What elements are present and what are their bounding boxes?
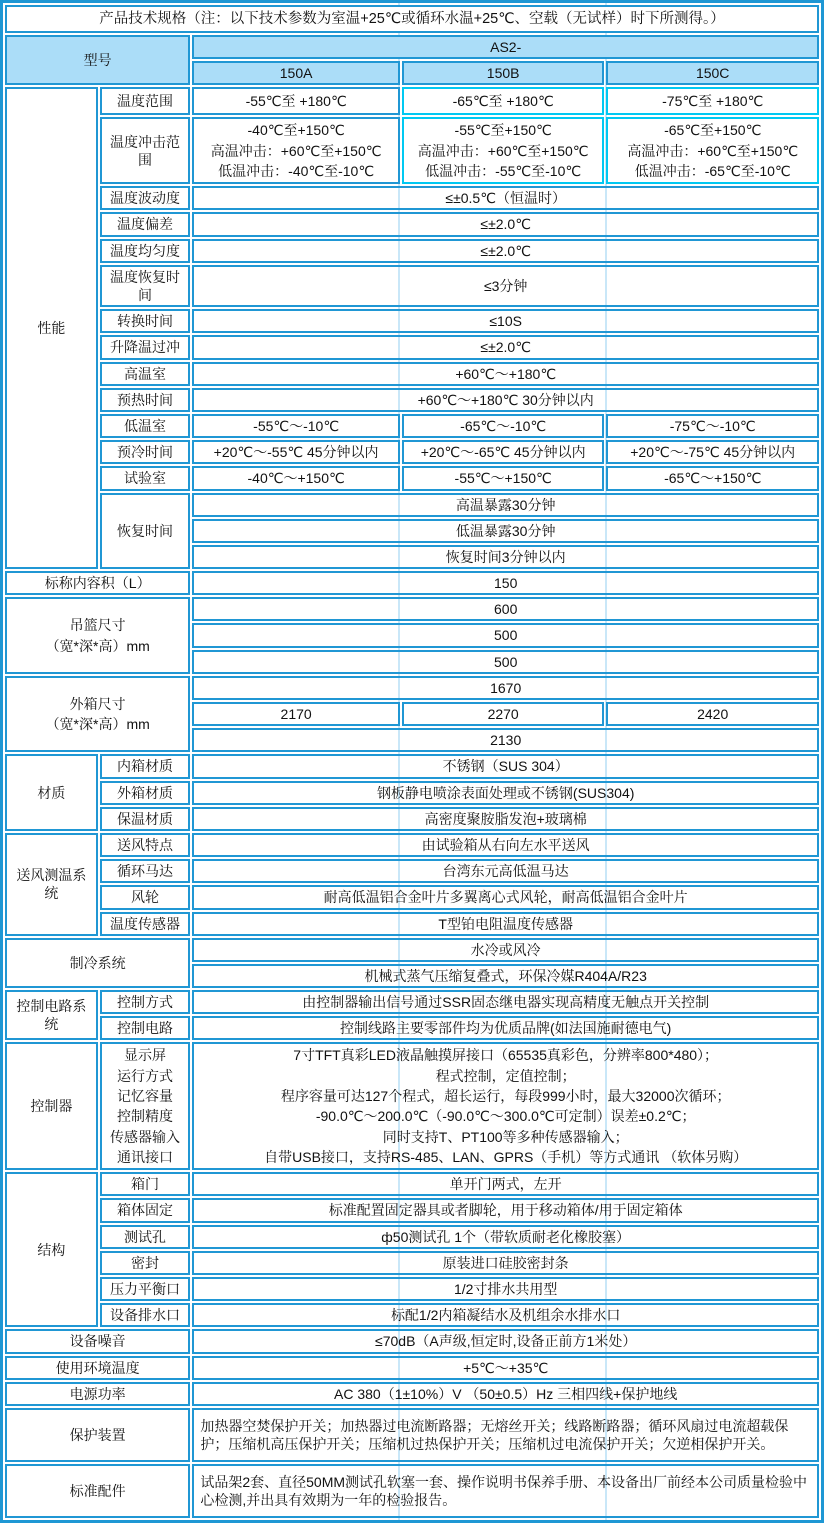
row-label: 使用环境温度 [5, 1356, 190, 1380]
row-label: 保温材质 [100, 807, 191, 831]
row-value: ≤70dB（A声级,恒定时,设备正前方1米处） [192, 1329, 819, 1353]
row-value: 1/2寸排水共用型 [192, 1277, 819, 1301]
row-volume [5, 571, 819, 595]
row-label: 测试孔 [100, 1225, 191, 1249]
row-label: 设备噪音 [5, 1329, 190, 1353]
row-noise [5, 1329, 819, 1353]
row-value: +60℃～+180℃ [192, 362, 819, 386]
row-hot-chamber [5, 362, 819, 386]
cell-150c: -75℃至 +180℃ [606, 87, 819, 115]
row-accessories [5, 1464, 819, 1518]
row-label: 吊篮尺寸 （宽*深*高）mm [5, 597, 190, 674]
row-label: 设备排水口 [100, 1303, 191, 1327]
row-value: +5℃～+35℃ [192, 1356, 819, 1380]
row-label: 温度范围 [100, 87, 191, 115]
row-test-hole [5, 1225, 819, 1249]
row-cabinet-1 [5, 676, 819, 700]
row-value: T型铂电阻温度传感器 [192, 912, 819, 936]
row-material-insulation [5, 807, 819, 831]
row-label: 温度传感器 [100, 912, 191, 936]
row-label: 温度冲击范围 [100, 117, 191, 184]
row-label: 密封 [100, 1251, 191, 1275]
model-150c: 150C [606, 61, 819, 85]
row-value: ≤±0.5℃（恒温时） [192, 186, 819, 210]
cell-150a: -55℃至 +180℃ [192, 87, 400, 115]
row-value: 高密度聚胺脂发泡+玻璃棉 [192, 807, 819, 831]
row-value: 高温暴露30分钟 [192, 493, 819, 517]
row-value: 控制线路主要零部件均为优质品牌(如法国施耐德电气) [192, 1016, 819, 1040]
row-value: 恢复时间3分钟以内 [192, 545, 819, 569]
cell-150a: 2170 [192, 702, 400, 726]
model-label: 型号 [5, 35, 190, 85]
row-label: 标称内容积（L） [5, 571, 190, 595]
series-row [5, 35, 819, 59]
category-circuit: 控制电路系统 [5, 990, 98, 1040]
row-label: 低温室 [100, 414, 191, 438]
row-controller [5, 1042, 819, 1170]
row-label: 压力平衡口 [100, 1277, 191, 1301]
category-cooling: 制冷系统 [5, 938, 190, 988]
page-title: 产品技术规格（注：以下技术参数为室温+25℃或循环水温+25℃、空载（无试样）时下所测得。） [5, 5, 819, 33]
row-value: 台湾东元高低温马达 [192, 859, 819, 883]
cell-150b: 2270 [402, 702, 605, 726]
row-label: 恢复时间 [100, 493, 191, 570]
row-value: ≤±2.0℃ [192, 212, 819, 236]
row-value: 600 [192, 597, 819, 621]
row-label: 保护装置 [5, 1408, 190, 1462]
row-label: 风轮 [100, 885, 191, 909]
row-fixing [5, 1198, 819, 1222]
row-control-mode [5, 990, 819, 1014]
cell-150b: -55℃至+150℃ 高温冲击：+60℃至+150℃ 低温冲击：-55℃至-10℃ [402, 117, 605, 184]
row-ambient [5, 1356, 819, 1380]
category-air-system: 送风测温系统 [5, 833, 98, 936]
row-air-feature [5, 833, 819, 857]
row-value: AC 380（1±10%）V （50±0.5）Hz 三相四线+保护地线 [192, 1382, 819, 1406]
row-value: 原装进口硅胶密封条 [192, 1251, 819, 1275]
row-air-fan [5, 885, 819, 909]
row-cooling-1 [5, 938, 819, 962]
row-label: 控制方式 [100, 990, 191, 1014]
row-fluctuation [5, 186, 819, 210]
row-value: ф50测试孔 1个（带软质耐老化橡胶塞） [192, 1225, 819, 1249]
cell-150c: 2420 [606, 702, 819, 726]
row-value: 标准配置固定器具或者脚轮，用于移动箱体/用于固定箱体 [192, 1198, 819, 1222]
row-label: 高温室 [100, 362, 191, 386]
cell-150b: +20℃～-65℃ 45分钟以内 [402, 440, 605, 464]
category-controller: 控制器 [5, 1042, 98, 1170]
category-structure: 结构 [5, 1172, 98, 1327]
row-control-circuit [5, 1016, 819, 1040]
row-transfer-time [5, 309, 819, 333]
row-test-chamber [5, 466, 819, 490]
row-value: 由控制器输出信号通过SSR固态继电器实现高精度无触点开关控制 [192, 990, 819, 1014]
model-150a: 150A [192, 61, 400, 85]
row-value: 1670 [192, 676, 819, 700]
row-basket-1 [5, 597, 819, 621]
row-label: 预冷时间 [100, 440, 191, 464]
row-protection [5, 1408, 819, 1462]
controller-details: 7寸TFT真彩LED液晶触摸屏接口（65535真彩色，分辨率800*480）； 程式控制，定值控制； 程序容量可达127个程式，超长运行，每段999小时，最大32000次循环； -90.0℃～200.0℃（-90.0℃～300.0℃可定制）误差±0.2℃； 同时支持T、PT100等多种传感器输入； 自带USB接口，支持RS-485、LAN、GPRS（手机）等方式通讯 （软体另购） [192, 1042, 819, 1170]
row-air-motor [5, 859, 819, 883]
row-power [5, 1382, 819, 1406]
row-label: 温度偏差 [100, 212, 191, 236]
cell-150b: -65℃至 +180℃ [402, 87, 605, 115]
category-material: 材质 [5, 754, 98, 831]
row-pressure-port [5, 1277, 819, 1301]
cell-150b: -55℃～+150℃ [402, 466, 605, 490]
cell-150c: +20℃～-75℃ 45分钟以内 [606, 440, 819, 464]
row-label: 电源功率 [5, 1382, 190, 1406]
controller-labels: 显示屏 运行方式 记忆容量 控制精度 传感器输入 通讯接口 [100, 1042, 191, 1170]
row-label: 标准配件 [5, 1464, 190, 1518]
row-value: 低温暴露30分钟 [192, 519, 819, 543]
row-label: 箱体固定 [100, 1198, 191, 1222]
row-precool [5, 440, 819, 464]
row-label: 温度波动度 [100, 186, 191, 210]
row-value: 钢板静电喷涂表面处理或不锈钢(SUS304) [192, 781, 819, 805]
row-value: 单开门两式，左开 [192, 1172, 819, 1196]
row-value: 由试验箱从右向左水平送风 [192, 833, 819, 857]
row-label: 转换时间 [100, 309, 191, 333]
row-shock-range [5, 117, 819, 184]
title-row [5, 5, 819, 33]
row-value: ≤10S [192, 309, 819, 333]
row-label: 温度均匀度 [100, 239, 191, 263]
row-label: 内箱材质 [100, 754, 191, 778]
row-value: 机械式蒸气压缩复叠式，环保冷媒R404A/R23 [192, 964, 819, 988]
row-value: ≤±2.0℃ [192, 335, 819, 359]
row-value: 500 [192, 650, 819, 674]
row-value: 耐高低温铝合金叶片多翼离心式风轮，耐高低温铝合金叶片 [192, 885, 819, 909]
row-door [5, 1172, 819, 1196]
row-overshoot [5, 335, 819, 359]
row-label: 外箱材质 [100, 781, 191, 805]
category-performance: 性能 [5, 87, 98, 569]
row-value: 水冷或风冷 [192, 938, 819, 962]
row-label: 预热时间 [100, 388, 191, 412]
cell-150a: -55℃～-10℃ [192, 414, 400, 438]
row-value: 试品架2套、直径50MM测试孔软塞一套、操作说明书保养手册、本设备出厂前经本公司质量检验中心检测,并出具有效期为一年的检验报告。 [192, 1464, 819, 1518]
row-preheat [5, 388, 819, 412]
row-label: 外箱尺寸 （宽*深*高）mm [5, 676, 190, 753]
row-label: 试验室 [100, 466, 191, 490]
cell-150a: +20℃～-55℃ 45分钟以内 [192, 440, 400, 464]
cell-150c: -65℃～+150℃ [606, 466, 819, 490]
cell-150a: -40℃～+150℃ [192, 466, 400, 490]
row-value: 2130 [192, 728, 819, 752]
row-value: 150 [192, 571, 819, 595]
cell-150c: -65℃至+150℃ 高温冲击：+60℃至+150℃ 低温冲击：-65℃至-10℃ [606, 117, 819, 184]
cell-150b: -65℃～-10℃ [402, 414, 605, 438]
model-150b: 150B [402, 61, 605, 85]
row-label: 送风特点 [100, 833, 191, 857]
series-name: AS2- [192, 35, 819, 59]
row-restore-1 [5, 493, 819, 517]
row-material-outer [5, 781, 819, 805]
row-material-inner [5, 754, 819, 778]
row-value: 加热器空焚保护开关；加热器过电流断路器；无熔丝开关；线路断路器；循环风扇过电流超载保护；压缩机高压保护开关；压缩机过热保护开关；压缩机过电流保护开关；欠逆相保护开关。 [192, 1408, 819, 1462]
row-label: 箱门 [100, 1172, 191, 1196]
row-value: 标配1/2内箱凝结水及机组余水排水口 [192, 1303, 819, 1327]
row-value: +60℃～+180℃ 30分钟以内 [192, 388, 819, 412]
row-uniformity [5, 239, 819, 263]
row-label: 循环马达 [100, 859, 191, 883]
row-air-sensor [5, 912, 819, 936]
row-recovery-time [5, 265, 819, 307]
row-value: ≤±2.0℃ [192, 239, 819, 263]
row-deviation [5, 212, 819, 236]
row-value: ≤3分钟 [192, 265, 819, 307]
row-cold-chamber [5, 414, 819, 438]
row-label: 控制电路 [100, 1016, 191, 1040]
cell-150c: -75℃～-10℃ [606, 414, 819, 438]
row-label: 温度恢复时间 [100, 265, 191, 307]
row-seal [5, 1251, 819, 1275]
row-temp-range [5, 87, 819, 115]
row-drain [5, 1303, 819, 1327]
row-label: 升降温过冲 [100, 335, 191, 359]
cell-150a: -40℃至+150℃ 高温冲击：+60℃至+150℃ 低温冲击：-40℃至-10℃ [192, 117, 400, 184]
row-value: 500 [192, 623, 819, 647]
row-value: 不锈钢（SUS 304） [192, 754, 819, 778]
